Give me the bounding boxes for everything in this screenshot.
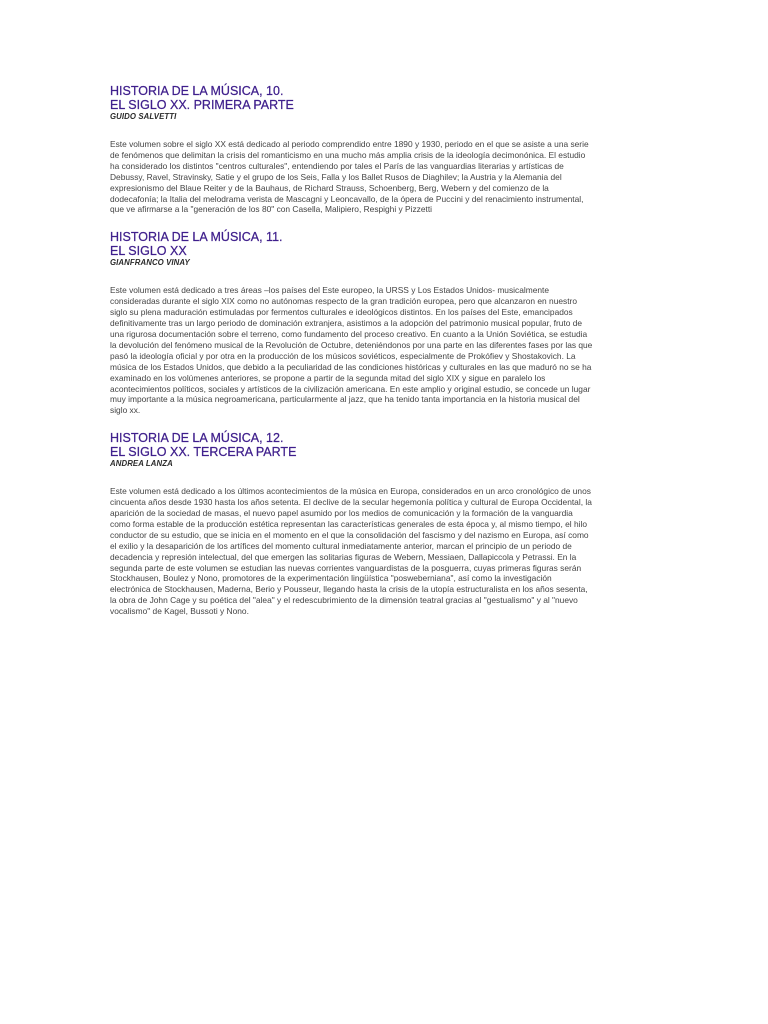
book-entry-10 — [110, 84, 660, 215]
book-entry-12 — [110, 431, 660, 617]
entry-description: Este volumen sobre el siglo XX está dedicado al periodo comprendido entre 1890 y 1930, periodo en el que se asiste a una serie de fenómenos que delimitan la crisis del romanticismo en una mucho más amplia crisis de la ideología decimonónica. El estudio ha considerado los distintos "centros culturales", entendiendo por tales el París de las vanguardias literarias y artísticas de Debussy, Ravel, Stravinsky, Satie y el grupo de los Seis, Falla y los Ballet Rusos de Diaghilev; la Austria y la Alemania del expresionismo del Blaue Reiter y de la Bauhaus, de Richard Strauss, Schoenberg, Berg, Webern y del comienzo de la dodecafonía; la Italia del melodrama verista de Mascagni y Leoncavallo, de la ópera de Puccini y del renacimiento instrumental, que ve afirmarse a la "generación de los 80" con Casella, Malipiero, Respighi y Pizzetti — [110, 139, 589, 215]
entry-title-line2: EL SIGLO XX. TERCERA PARTE — [110, 445, 297, 460]
entry-description: Este volumen está dedicado a tres áreas –los países del Este europeo, la URSS y Los Estados Unidos- musicalmente consideradas durante el siglo XIX como no autónomas respecto de la gran tradición europea, pero que alcanzaron en nuestro siglo su plena maduración estimuladas por fermentos culturales e ideológicos distintos. En los países del Este, emancipados definitivamente tras un largo periodo de dominación extranjera, asistimos a la adopción del patrimonio musical popular, fruto de una rigurosa documentación sobre el terreno, como fundamento del proceso creativo. En cuanto a la Unión Soviética, se estudia la devolución del fenómeno musical de la Revolución de Octubre, deteniéndonos por una parte en las diferentes fases por las que pasó la ideología oficial y por otra en la producción de los músicos soviéticos, especialmente de Prokófiev y Shostakovich. La música de los Estados Unidos, que debido a la peculiaridad de las condiciones históricas y culturales en las que maduró no se ha examinado en los volúmenes anteriores, se propone a partir de la segunda mitad del siglo XIX y sigue en paralelo los acontecimientos políticos, sociales y artísticos de la civilización americana. En este amplio y original estudio, se concede un lugar muy importante a la música negroamericana, particularmente al jazz, que ha tenido tanta importancia en la historia musical del siglo xx. — [110, 285, 593, 416]
entry-author: GUIDO SALVETTI — [110, 112, 177, 121]
entry-title-line2: EL SIGLO XX — [110, 244, 187, 259]
entry-title — [110, 431, 660, 459]
entry-title-line2: EL SIGLO XX. PRIMERA PARTE — [110, 98, 294, 112]
entry-title — [110, 84, 660, 112]
entry-title-line1: HISTORIA DE LA MÚSICA, 12. — [110, 431, 284, 446]
entry-author: ANDREA LANZA — [110, 459, 173, 469]
entry-title-line1: HISTORIA DE LA MÚSICA, 11. — [110, 230, 283, 245]
entry-description: Este volumen está dedicado a los últimos acontecimientos de la música en Europa, considerados en un arco cronológico de unos cincuenta años desde 1930 hasta los años setenta. El declive de la secular hegemonía política y cultural de Europa Occidental, la aparición de la sociedad de masas, el nuevo papel asumido por los medios de comunicación y la formación de la vanguardia como forma estable de la producción estética representan las características generales de esta época y, al mismo tiempo, el hilo conductor de su estudio, que se inicia en el momento en el que la consolidación del fascismo y del nazismo en Europa, así como el exilio y la desaparición de los artífices del momento cultural inmediatamente anterior, marcan el principio de un periodo de decadencia y represión intelectual, del que emergen las solitarias figuras de Webern, Messiaen, Dallapiccola y Petrassi. En la segunda parte de este volumen se estudian las nuevas corrientes vanguardistas de la posguerra, cuyas primeras figuras serán Stockhausen, Boulez y Nono, promotores de la experimentación lingüística "posweberniana", así como la investigación electrónica de Stockhausen, Maderna, Berio y Pousseur, llegando hasta la crisis de la utopía estructuralista en los años sesenta, la obra de John Cage y su poética del "alea" y el redescubrimiento de la dimensión teatral gracias al "gestualismo" y al "nuevo vocalismo" de Kagel, Bussoti y Nono. — [110, 486, 592, 617]
entry-title-line1: HISTORIA DE LA MÚSICA, 10. — [110, 84, 284, 98]
document-page — [110, 84, 660, 617]
book-entry-11 — [110, 230, 660, 416]
entry-author: GIANFRANCO VINAY — [110, 258, 190, 268]
entry-title — [110, 230, 660, 258]
